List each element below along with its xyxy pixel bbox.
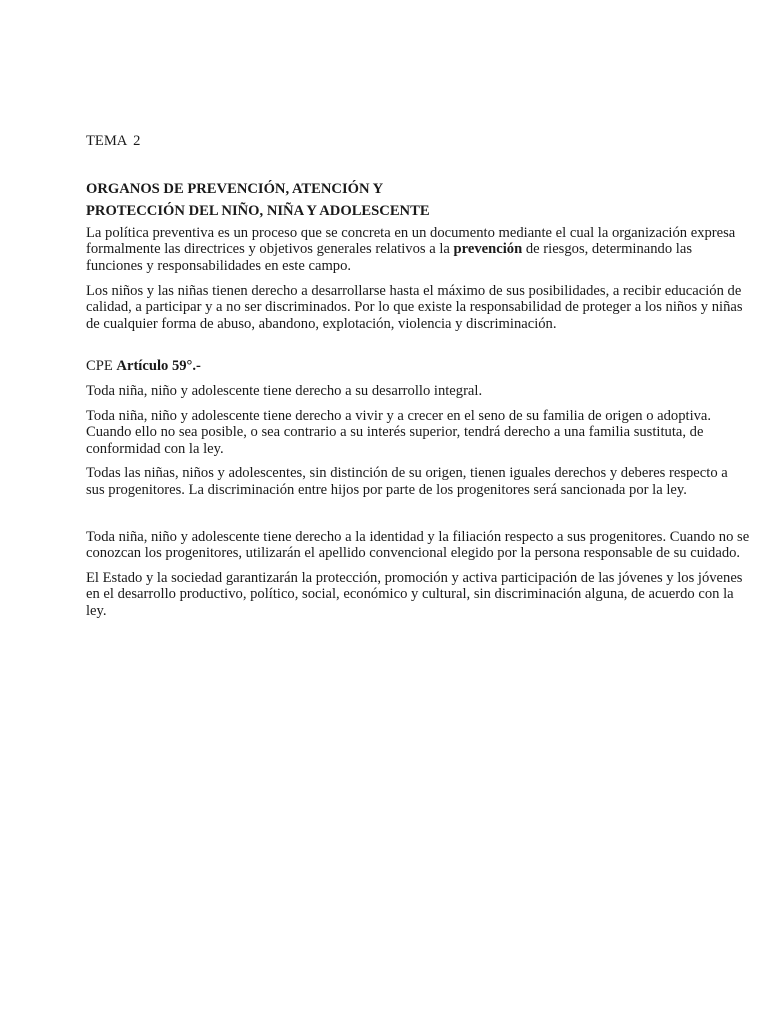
paragraph-integral-development: Toda niña, niño y adolescente tiene derecho a su desarrollo integral. <box>86 382 483 399</box>
emphasis-prevencion: prevención <box>453 241 523 258</box>
paragraph-text: de riesgos, determinando las funciones y responsabilidades en este campo. <box>86 241 693 274</box>
paragraph-text: La política preventiva es un proceso que se concreta en un documento mediante el cual la organización expresa formalmente las directrices y objetivos generales relativos a la <box>86 224 736 258</box>
article-prefix: CPE <box>86 358 117 375</box>
paragraph-identity-right: Toda niña, niño y adolescente tiene derecho a la identidad y la filiación respecto a sus progenitores. Cuando no se conozcan los progenitores, utilizarán el apellido convencional elegido por la persona responsable de su cuidado. <box>86 528 750 562</box>
article-heading <box>86 358 750 375</box>
document-page <box>86 133 750 627</box>
topic-label: TEMA 2 <box>86 133 141 149</box>
paragraph-family-right: Toda niña, niño y adolescente tiene derecho a vivir y a crecer en el seno de su familia de origen o adoptiva. Cuando ello no sea posible, o sea contrario a su interés superior, tendrá derecho a una familia sustituta, de conformidad con la ley. <box>86 407 712 457</box>
paragraph-preventive-policy <box>86 225 750 275</box>
paragraph-children-rights: Los niños y las niñas tienen derecho a desarrollarse hasta el máximo de sus posibilidades, a recibir educación de calidad, a participar y a no ser discriminados. Por lo que existe la responsabilidad de proteger a los niños y niñas de cualquier forma de abuso, abandono, explotación, violencia y discriminación. <box>86 282 743 332</box>
section-heading-line-2: PROTECCIÓN DEL NIÑO, NIÑA Y ADOLESCENTE <box>86 203 430 220</box>
paragraph-equal-rights: Todas las niñas, niños y adolescentes, sin distinción de su origen, tienen iguales derechos y deberes respecto a sus progenitores. La discriminación entre hijos por parte de los progenitores será sancionada por la ley. <box>86 465 728 498</box>
article-title: Artículo 59°.- <box>116 358 201 375</box>
section-heading-line-1: ORGANOS DE PREVENCIÓN, ATENCIÓN Y <box>86 180 384 197</box>
paragraph-state-guarantee: El Estado y la sociedad garantizarán la protección, promoción y activa participación de las jóvenes y los jóvenes en el desarrollo productivo, político, social, económico y cultural, sin discriminación alguna, de acuerdo con la ley. <box>86 569 743 619</box>
